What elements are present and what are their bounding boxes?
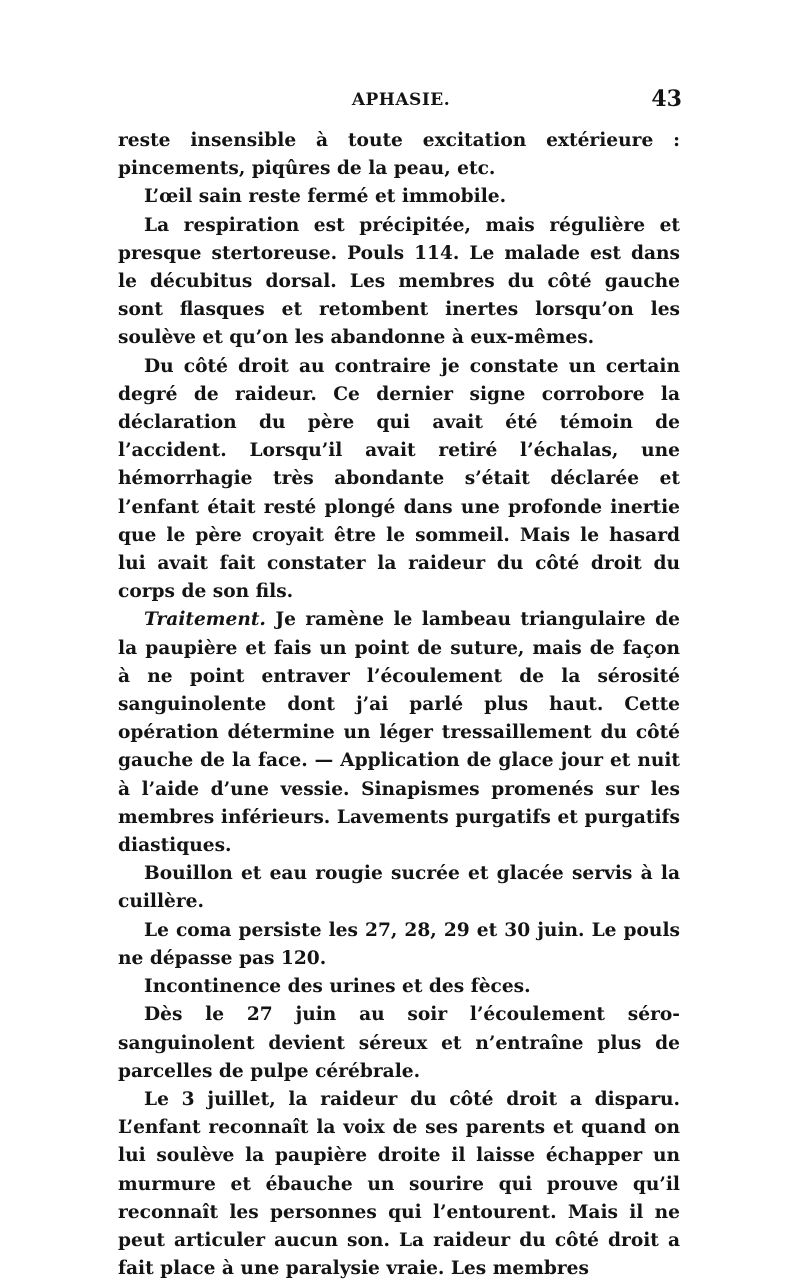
running-title: APHASIE. bbox=[351, 90, 451, 110]
paragraph-coma: Le coma persiste les 27, 28, 29 et 30 juin. Le pouls ne dépasse pas 120. bbox=[118, 919, 680, 969]
paragraph-incontinence: Incontinence des urines et des fèces. bbox=[144, 976, 531, 998]
paragraph-right-side: Du côté droit au contraire je constate un certain degré de raideur. Ce dernier signe corrobore la déclaration du père qui avait été témoin de l’accident. Lorsqu’il avait retiré l’échalas, une hémorrhagie très abondante s’était déclarée et l’enfant était resté plongé dans une profonde inertie que le père croyait être le sommeil. Mais le hasard lui avait fait constater la raideur du côté droit du corps de son fils. bbox=[118, 355, 680, 603]
treatment-application-text: Application de glace jour et nuit à l’aide d’une vessie. Sinapismes promenés sur les membres inférieurs. Lavements purgatifs et purgatifs diastiques. bbox=[118, 750, 681, 857]
paragraph-treatment bbox=[118, 606, 680, 860]
paragraph-discharge: Dès le 27 juin au soir l’écoulement séro-sanguinolent devient séreux et n’entraîne plus de parcelles de pulpe cérébrale. bbox=[118, 1004, 680, 1082]
paragraph-continuation: reste insensible à toute excitation extérieure : pincements, piqûres de la peau, etc. bbox=[118, 130, 680, 180]
treatment-text: Je ramène le lambeau triangulaire de la paupière et fais un point de suture, mais de façon à ne point entraver l’écoulement de la sérosité sanguinolente dont j’ai parlé plus haut. Cette opération détermine un léger tressaillement du côté gauche de la face. — bbox=[118, 609, 680, 772]
paragraph-respiration: La respiration est précipitée, mais régulière et presque stertoreuse. Pouls 114. Le malade est dans le décubitus dorsal. Les membres du côté gauche sont flasques et retombent inertes lorsqu’on les soulève et qu’on les abandonne à eux-mêmes. bbox=[118, 214, 680, 349]
paragraph-eye: L’œil sain reste fermé et immobile. bbox=[144, 186, 507, 208]
paragraph-feeding: Bouillon et eau rougie sucrée et glacée servis à la cuillère. bbox=[118, 863, 680, 913]
body-text bbox=[118, 127, 680, 1283]
page-number: 43 bbox=[651, 86, 682, 112]
paragraph-july: Le 3 juillet, la raideur du côté droit a disparu. L’enfant reconnaît la voix de ses parents et quand on lui soulève la paupière droite il laisse échapper un murmure et ébauche un sourire qui prouve qu’il reconnaît les personnes qui l’entourent. Mais il ne peut articuler aucun son. La raideur du côté droit a fait place à une paralysie vraie. Les membres bbox=[118, 1088, 680, 1280]
treatment-label: Traitement. bbox=[144, 609, 266, 631]
page-header bbox=[120, 88, 682, 118]
